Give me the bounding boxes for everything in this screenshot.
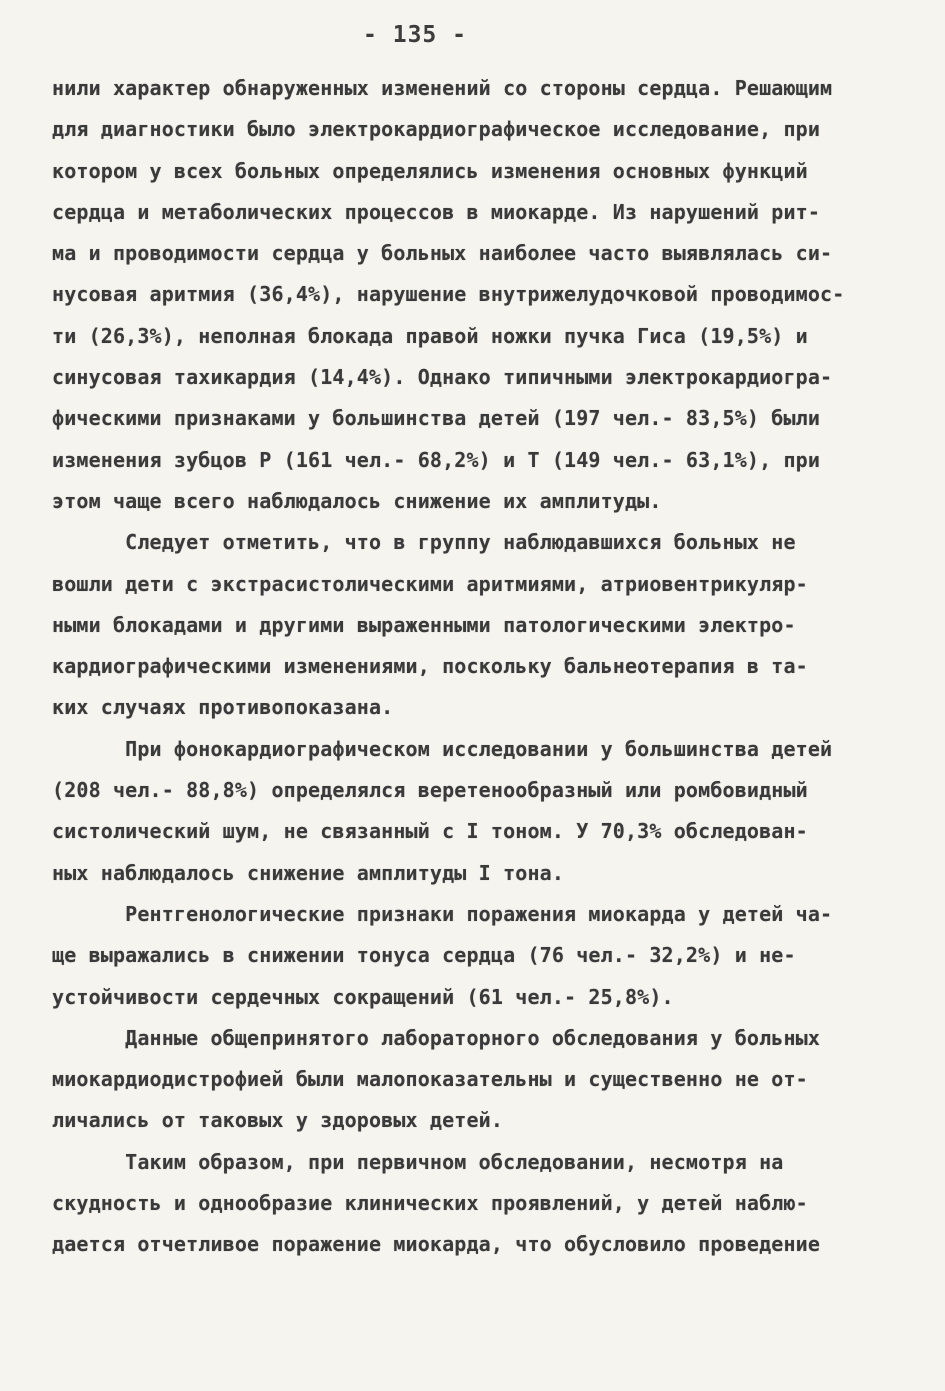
- text-line: Таким образом, при первичном обследовании, несмотря на: [52, 1149, 784, 1174]
- text-line: сердца и метаболических процессов в миокарде. Из нарушений рит-: [52, 199, 821, 224]
- text-line: устойчивости сердечных сокращений (61 чел.- 25,8%).: [52, 984, 674, 1009]
- text-line: Следует отметить, что в группу наблюдавшихся больных не: [52, 530, 796, 555]
- paragraph: [52, 894, 890, 1018]
- text-line: миокардиодистрофией были малопоказательны и существенно не от-: [52, 1067, 808, 1092]
- text-line: кардиографическими изменениями, поскольку бальнеотерапия в та-: [52, 654, 808, 679]
- page-number: - 135 -: [363, 22, 467, 48]
- text-line: ными блокадами и другими выраженными патологическими электро-: [52, 612, 796, 637]
- text-line: синусовая тахикардия (14,4%). Однако типичными электрокардиогра-: [52, 365, 833, 390]
- text-line: ще выражались в снижении тонуса сердца (76 чел.- 32,2%) и не-: [52, 943, 796, 968]
- text-line: ных наблюдалось снижение амплитуды I тона.: [52, 860, 565, 885]
- text-line: дается отчетливое поражение миокарда, что обусловило проведение: [52, 1232, 821, 1257]
- paragraph: [52, 68, 890, 522]
- text-line: ма и проводимости сердца у больных наиболее часто выявлялась си-: [52, 241, 833, 266]
- paragraph: [52, 1018, 890, 1142]
- text-line: личались от таковых у здоровых детей.: [52, 1108, 504, 1133]
- text-line: систолический шум, не связанный с I тоном. У 70,3% обследован-: [52, 819, 808, 844]
- text-line: Данные общепринятого лабораторного обследования у больных: [52, 1025, 821, 1050]
- body-text: [52, 68, 890, 1266]
- text-line: ких случаях противопоказана.: [52, 695, 394, 720]
- text-line: нили характер обнаруженных изменений со стороны сердца. Решающим: [52, 76, 833, 100]
- text-line: для диагностики было электрокардиографическое исследование, при: [52, 117, 821, 142]
- text-line: изменения зубцов Р (161 чел.- 68,2%) и Т (149 чел.- 63,1%), при: [52, 447, 821, 472]
- text-line: ти (26,3%), неполная блокада правой ножки пучка Гиса (19,5%) и: [52, 323, 808, 348]
- paragraph: [52, 729, 890, 894]
- text-line: скудность и однообразие клинических проявлений, у детей наблю-: [52, 1191, 808, 1216]
- text-line: нусовая аритмия (36,4%), нарушение внутрижелудочковой проводимос-: [52, 282, 845, 307]
- text-line: этом чаще всего наблюдалось снижение их амплитуды.: [52, 488, 662, 513]
- text-line: котором у всех больных определялись изменения основных функций: [52, 158, 808, 183]
- text-line: При фонокардиографическом исследовании у большинства детей: [52, 736, 833, 761]
- paragraph: [52, 522, 890, 728]
- text-line: вошли дети с экстрасистолическими аритмиями, атриовентрикуляр-: [52, 571, 808, 596]
- text-line: Рентгенологические признаки поражения миокарда у детей ча-: [52, 901, 833, 926]
- text-line: (208 чел.- 88,8%) определялся веретенообразный или ромбовидный: [52, 778, 808, 803]
- paragraph: [52, 1142, 890, 1266]
- text-line: фическими признаками у большинства детей (197 чел.- 83,5%) были: [52, 406, 821, 431]
